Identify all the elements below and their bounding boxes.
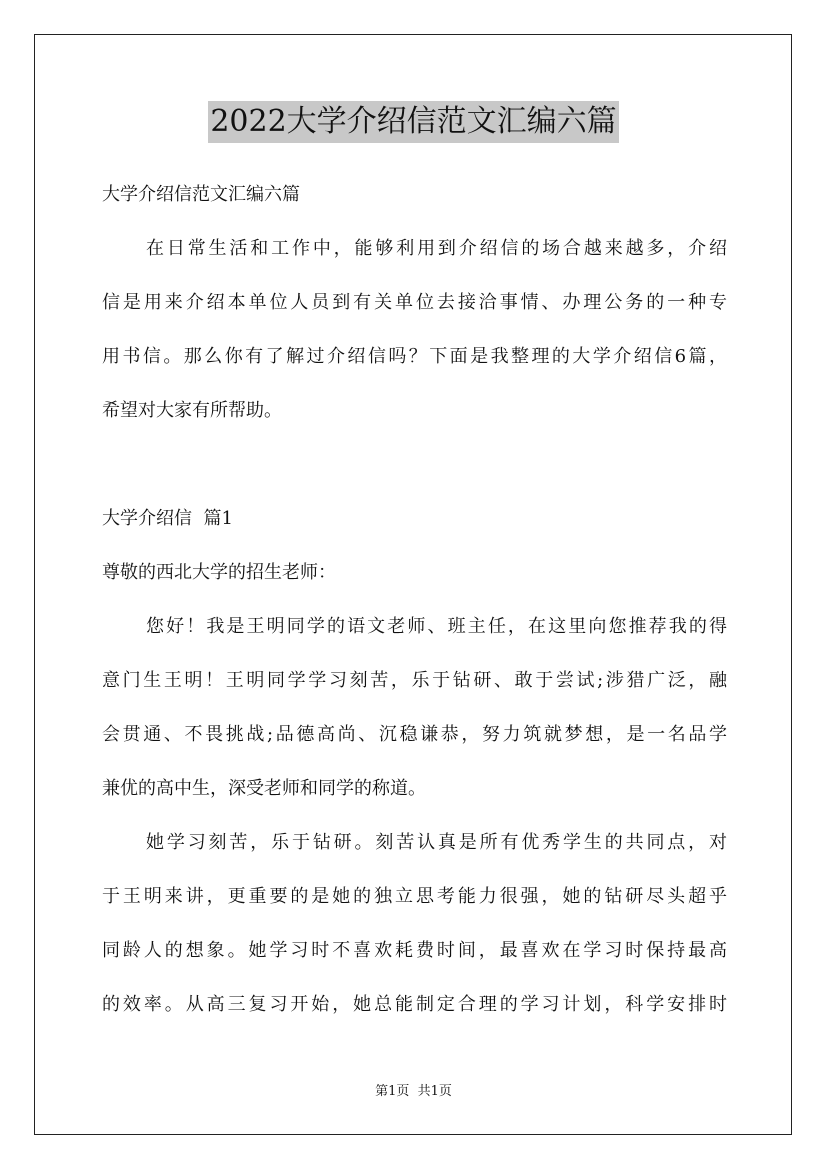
paragraph-line: 信是用来介绍本单位人员到有关单位去接洽事情、办理公务的一种专	[102, 292, 727, 313]
paragraph-line: 同龄人的想象。她学习时不喜欢耗费时间，最喜欢在学习时保持最高	[102, 940, 727, 961]
document-title: 2022大学介绍信范文汇编六篇	[208, 101, 618, 143]
intro-paragraph	[102, 222, 727, 438]
page-number-footer: 第1页 共1页	[375, 1084, 452, 1099]
section-heading: 大学介绍信 篇1	[102, 508, 233, 529]
title-container	[0, 101, 827, 143]
letter-paragraph-1	[102, 600, 727, 816]
letter-paragraph-2	[102, 816, 727, 1032]
subtitle: 大学介绍信范文汇编六篇	[102, 184, 300, 205]
paragraph-line: 兼优的高中生，深受老师和同学的称道。	[102, 778, 426, 799]
document-body	[102, 168, 727, 1032]
paragraph-line: 于王明来讲，更重要的是她的独立思考能力很强，她的钻研尽头超乎	[102, 886, 727, 907]
paragraph-line: 的效率。从高三复习开始，她总能制定合理的学习计划，科学安排时	[102, 994, 727, 1015]
paragraph-line: 您好！我是王明同学的语文老师、班主任，在这里向您推荐我的得	[146, 616, 727, 637]
paragraph-line: 意门生王明！王明同学学习刻苦，乐于钻研、敢于尝试;涉猎广泛，融	[102, 670, 727, 691]
blank-line	[102, 438, 727, 492]
paragraph-line: 会贯通、不畏挑战;品德高尚、沉稳谦恭，努力筑就梦想，是一名品学	[102, 724, 727, 745]
salutation: 尊敬的西北大学的招生老师：	[102, 562, 336, 583]
paragraph-line: 希望对大家有所帮助。	[102, 400, 282, 421]
paragraph-line: 她学习刻苦，乐于钻研。刻苦认真是所有优秀学生的共同点，对	[146, 832, 727, 853]
paragraph-line: 在日常生活和工作中，能够利用到介绍信的场合越来越多，介绍	[146, 238, 727, 259]
paragraph-line: 用书信。那么你有了解过介绍信吗？下面是我整理的大学介绍信6篇，	[102, 346, 727, 367]
